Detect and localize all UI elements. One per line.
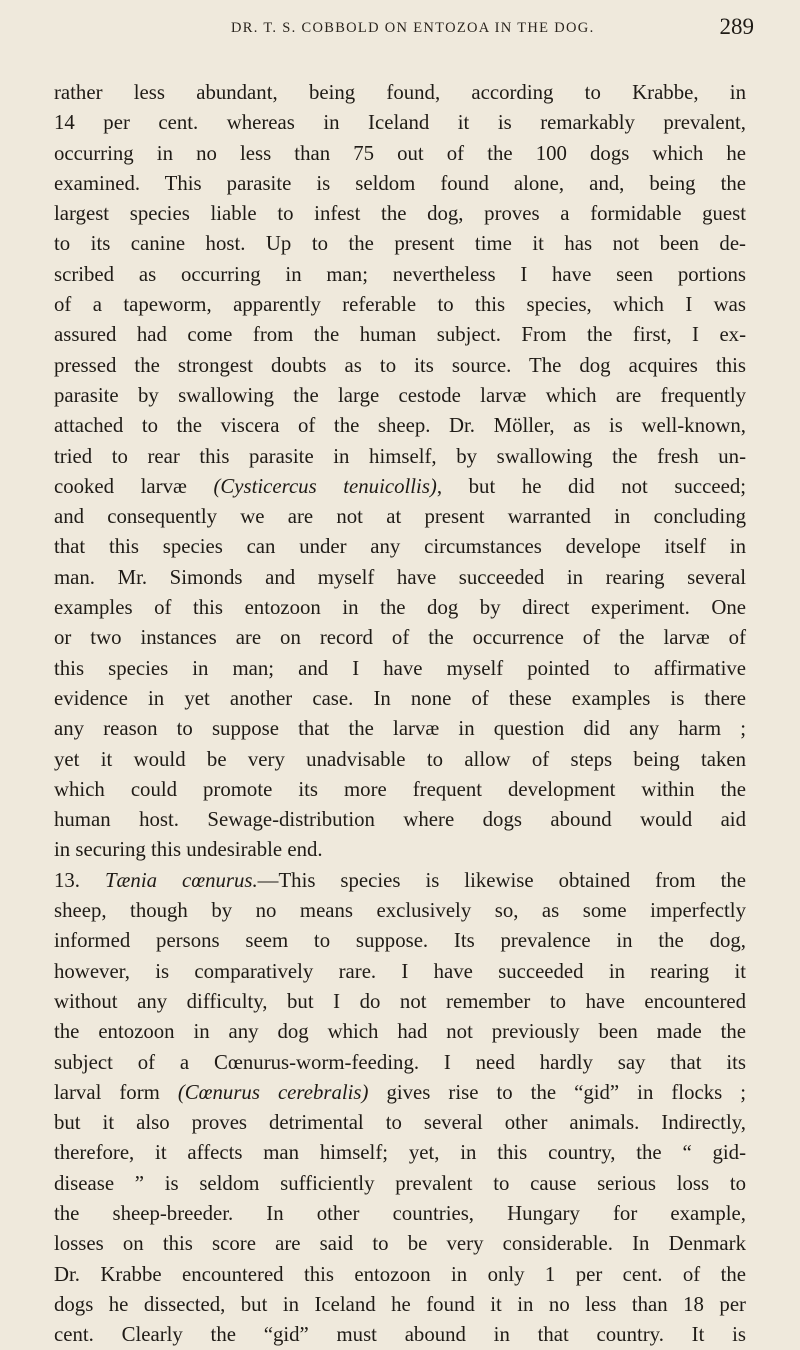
line-text: man. Mr. Simonds and myself have succeeded in rearing several <box>54 565 746 589</box>
line-text: this species in man; and I have myself pointed to affirmative <box>54 656 746 680</box>
text-line <box>54 442 746 472</box>
text-line <box>54 654 746 684</box>
line-text: cooked larvæ <box>54 474 187 498</box>
line-text: attached to the viscera of the sheep. Dr. Möller, as is well-known, <box>54 414 746 438</box>
text-line <box>54 1017 746 1047</box>
line-text: however, is comparatively rare. I have succeeded in rearing it <box>54 959 746 983</box>
line-text: pressed the strongest doubts as to its source. The dog acquires this <box>54 353 746 377</box>
text-line <box>54 1199 746 1229</box>
text-line <box>54 502 746 532</box>
line-text: the sheep-breeder. In other countries, Hungary for example, <box>54 1201 746 1225</box>
text-line <box>54 563 746 593</box>
text-line <box>54 987 746 1017</box>
line-text: examined. This parasite is seldom found alone, and, being the <box>54 171 746 195</box>
line-after-text: —This species is likewise obtained from the <box>257 868 746 892</box>
line-text: informed persons seem to suppose. Its prevalence in the dog, <box>54 929 746 953</box>
text-line <box>54 835 746 865</box>
text-line <box>54 169 746 199</box>
text-line <box>54 351 746 381</box>
text-line <box>54 1229 746 1259</box>
running-head: DR. T. S. COBBOLD ON ENTOZOA IN THE DOG. <box>231 20 595 36</box>
text-line <box>54 411 746 441</box>
line-text: scribed as occurring in man; nevertheless I have seen portions <box>54 262 746 286</box>
line-text: but it also proves detrimental to several other animals. Indirectly, <box>54 1111 746 1135</box>
text-line <box>54 866 746 896</box>
text-line <box>54 684 746 714</box>
line-text: tried to rear this parasite in himself, by swallowing the fresh un- <box>54 444 746 468</box>
line-text: Dr. Krabbe encountered this entozoon in only 1 per cent. of the <box>54 1262 746 1286</box>
line-text: losses on this score are said to be very considerable. In Denmark <box>54 1232 746 1256</box>
line-text: larval form <box>54 1080 160 1104</box>
line-text: subject of a Cœnurus-worm-feeding. I need hardly say that its <box>54 1050 746 1074</box>
line-text: any reason to suppose that the larvæ in question did any harm ; <box>54 717 746 741</box>
line-italic-text: (Cysticercus tenuicollis) <box>213 474 437 498</box>
line-text: occurring in no less than 75 out of the 100 dogs which he <box>54 141 746 165</box>
line-text: in securing this undesirable end. <box>54 838 323 862</box>
line-text: to its canine host. Up to the present time it has not been de- <box>54 232 746 256</box>
line-text: parasite by swallowing the large cestode larvæ which are frequently <box>54 383 746 407</box>
line-italic-text: (Cœnurus cerebralis) <box>177 1080 369 1104</box>
text-line <box>54 472 746 502</box>
text-line <box>54 1048 746 1078</box>
line-text: rather less abundant, being found, according to Krabbe, in <box>54 81 746 104</box>
text-line <box>54 1138 746 1168</box>
text-line <box>54 320 746 350</box>
text-line <box>54 1078 746 1108</box>
line-text: evidence in yet another case. In none of these examples is there <box>54 686 746 710</box>
line-text: without any difficulty, but I do not remember to have encountered <box>54 989 746 1013</box>
line-text: and consequently we are not at present warranted in concluding <box>54 505 746 529</box>
line-text: therefore, it affects man himself; yet, in this country, the “ gid- <box>54 1141 746 1165</box>
line-text: examples of this entozoon in the dog by direct experiment. One <box>54 596 746 620</box>
text-line <box>54 290 746 320</box>
line-italic-text: Tænia cœnurus. <box>104 868 258 892</box>
line-text: 14 per cent. whereas in Iceland it is remarkably prevalent, <box>54 111 746 135</box>
text-line <box>54 714 746 744</box>
text-line <box>54 532 746 562</box>
text-line <box>54 745 746 775</box>
page-number: 289 <box>719 14 754 39</box>
line-text: that this species can under any circumstances develope itself in <box>54 535 746 559</box>
text-line <box>54 381 746 411</box>
text-line <box>54 260 746 290</box>
line-text: 13. <box>54 868 80 892</box>
line-text: human host. Sewage-distribution where dogs abound would aid <box>54 808 746 832</box>
text-line <box>54 78 746 108</box>
line-text: sheep, though by no means exclusively so, as some imperfectly <box>54 899 746 923</box>
text-line <box>54 1260 746 1290</box>
line-text: disease ” is seldom sufficiently prevalent to cause serious loss to <box>54 1171 746 1195</box>
line-after-text: , but he did not succeed; <box>436 474 747 498</box>
line-text: assured had come from the human subject. From the first, I ex- <box>54 323 746 347</box>
body-text <box>54 78 746 1350</box>
text-line <box>54 1169 746 1199</box>
text-line <box>54 623 746 653</box>
text-line <box>54 926 746 956</box>
line-text: of a tapeworm, apparently referable to this species, which I was <box>54 293 746 317</box>
text-line <box>54 139 746 169</box>
text-line <box>54 108 746 138</box>
text-line <box>54 593 746 623</box>
line-after-text: gives rise to the “gid” in flocks ; <box>386 1080 747 1104</box>
line-text: or two instances are on record of the occurrence of the larvæ of <box>54 626 746 650</box>
line-text: which could promote its more frequent development within the <box>54 777 746 801</box>
text-line <box>54 229 746 259</box>
text-line <box>54 199 746 229</box>
line-text: largest species liable to infest the dog, proves a formidable guest <box>54 202 746 226</box>
text-line <box>54 805 746 835</box>
text-line <box>54 775 746 805</box>
text-line <box>54 1290 746 1320</box>
line-text: the entozoon in any dog which had not previously been made the <box>54 1020 746 1044</box>
line-text: yet it would be very unadvisable to allow of steps being taken <box>54 747 746 771</box>
text-line <box>54 1108 746 1138</box>
text-line <box>54 957 746 987</box>
text-line <box>54 896 746 926</box>
line-text: dogs he dissected, but in Iceland he found it in no less than 18 per <box>54 1292 746 1316</box>
text-line <box>54 1320 746 1350</box>
line-text: cent. Clearly the “gid” must abound in that country. It is <box>54 1323 746 1347</box>
